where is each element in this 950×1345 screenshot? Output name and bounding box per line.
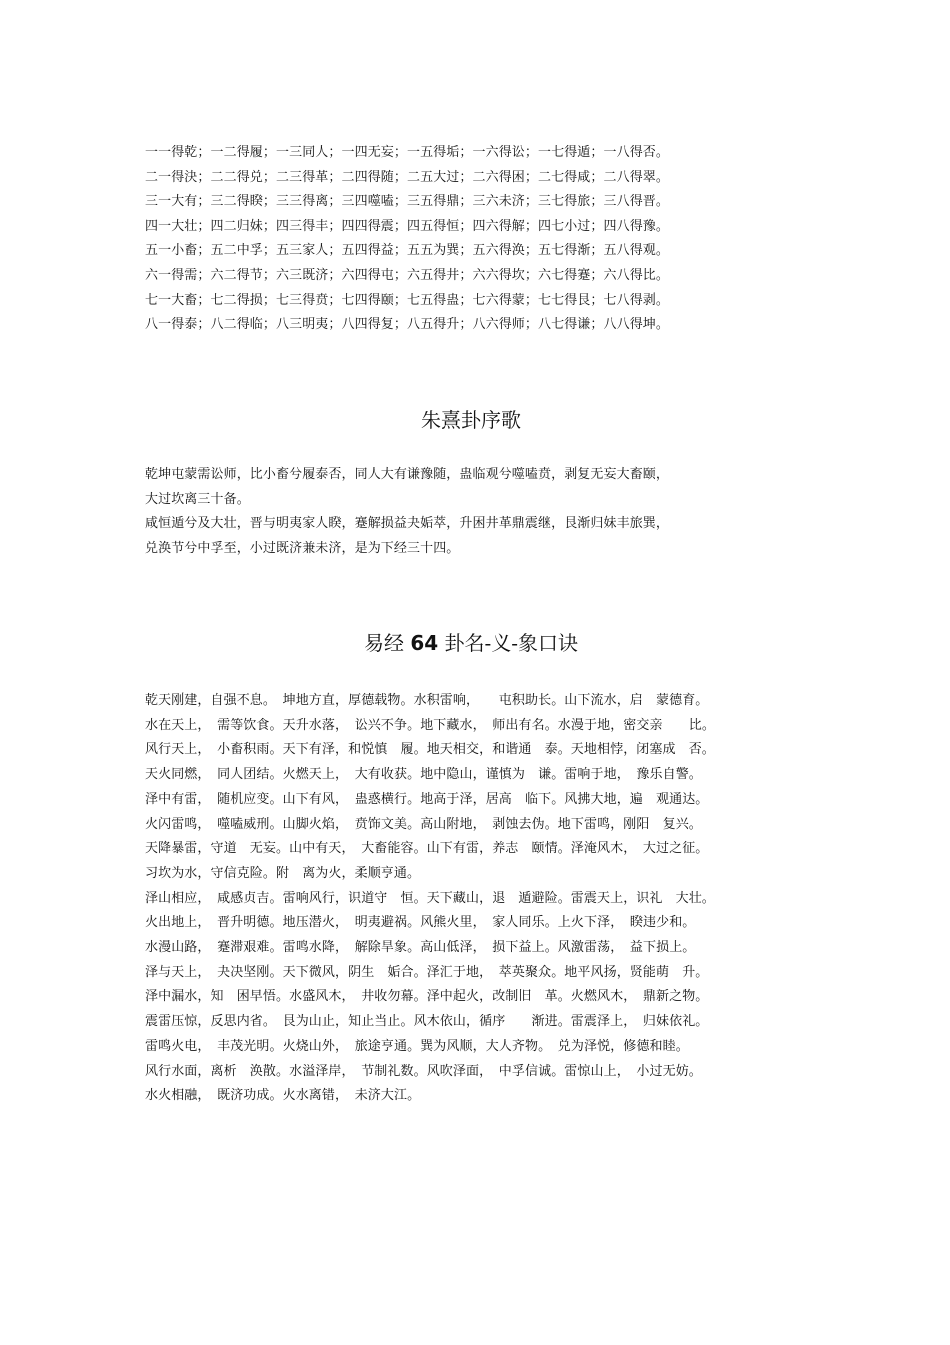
title-suffix: 卦名-义-象口诀 [438,631,579,655]
mnemonic-verse-line: 雷鸣火电， 丰茂光明。火烧山外， 旅途亨通。巽为风顺，大人齐物。 兑为泽悦，修德和睦。 [145,1038,689,1054]
title-prefix: 易经 [363,631,411,655]
mnemonic-verse-line: 水在天上， 需等饮食。天升水落， 讼兴不争。地下藏水， 师出有名。水漫于地，密交亲 比。 [145,717,716,733]
mnemonic-verse-line: 乾天刚建，自强不息。 坤地方直，厚德载物。水积雷响， 屯积助长。山下流水，启 蒙德育。 [145,693,709,708]
mnemonic-verse-line: 泽中漏水，知 困早悟。水盛风木， 井收勿幕。泽中起火，改制旧 革。火燃风木， 鼎新之物。 [145,989,709,1005]
hexagram-list-line: 三一大有；三二得睽；三三得离；三四噬嗑；三五得鼎；三六未济；三七得旅；三八得晋。 [145,194,670,210]
mnemonic-verse-line: 泽山相应， 咸感贞吉。雷响风行，识道守 恒。天下藏山，退 遁避险。雷震天上，识礼 大壮。 [145,890,715,906]
hexagram-mnemonic-verse [145,689,825,1109]
hexagram-list-line: 一一得乾；一二得履；一三同人；一四无妄；一五得垢；一六得讼；一七得遁；一八得否。 [145,145,670,160]
section-title-zhuxi-sequence: 朱熹卦序歌 [421,408,521,432]
hexagram-number-list [145,141,825,338]
mnemonic-verse-line: 水火相融， 既济功成。火水离错， 未济大江。 [145,1088,421,1104]
hexagram-list-line: 二一得決；二二得兑；二三得革；二四得随；二五大过；二六得困；二七得咸；二八得翠。 [145,169,670,185]
hexagram-list-line: 八一得泰；八二得临；八三明夷；八四得复；八五得升；八六得师；八七得谦；八八得坤。 [145,317,670,333]
sequence-verse-line: 兑涣节兮中孚至，小过既济兼未济，是为下经三十四。 [145,540,460,556]
hexagram-list-line: 四一大壮；四二归妹；四三得丰；四四得震；四五得恒；四六得解；四七小过；四八得豫。 [145,218,670,234]
mnemonic-verse-line: 泽与天上， 夬决坚刚。天下微风，阴生 姤合。泽汇于地， 萃英聚众。地平风扬，贤能萌 升。 [145,964,709,980]
hexagram-list-line: 五一小畜；五二中孚；五三家人；五四得益；五五为巽；五六得涣；五七得渐；五八得观。 [145,243,670,259]
mnemonic-verse-line: 习坎为水，守信克险。附 离为火，柔顺亨通。 [145,865,421,881]
mnemonic-verse-line: 风行天上， 小畜积雨。天下有泽，和悦慎 履。地天相交，和谐通 泰。天地相悖，闭塞成 否。 [145,742,715,758]
section-title-mnemonic [0,627,946,656]
mnemonic-verse-line: 泽中有雷， 随机应变。山下有风， 蛊惑横行。地高于泽，居高 临下。风拂大地，遍 观通达。 [145,791,709,807]
mnemonic-verse-line: 火出地上， 晋升明德。地压潜火， 明夷避祸。风熊火里， 家人同乐。上火下泽， 睽违少和。 [145,915,696,931]
mnemonic-verse-line: 天火同燃， 同人团结。火燃天上， 大有收获。地中隐山，谨慎为 谦。雷响于地， 豫乐自警。 [145,767,702,783]
mnemonic-verse-line: 天降暴雷，守道 无妄。山中有天， 大畜能容。山下有雷，养志 颐情。泽淹风木， 大过之征。 [145,841,709,857]
sequence-verse-line: 乾坤屯蒙需讼师，比小畜兮履泰否，同人大有谦豫随，蛊临观兮噬嗑贲，剥复无妄大畜颐， [145,467,670,482]
zhuxi-sequence-verse [145,463,825,561]
title-number: 64 [410,631,439,655]
mnemonic-verse-line: 风行水面，离析 涣散。水溢泽岸， 节制礼数。风吹泽面， 中孚信诚。雷惊山上， 小过无妨。 [145,1063,702,1079]
mnemonic-verse-line: 震雷压惊，反思内省。 艮为山止，知止当止。风木依山，循序 渐进。雷震泽上， 归妹依礼。 [145,1014,709,1030]
hexagram-list-line: 六一得需；六二得节；六三既济；六四得屯；六五得井；六六得坎；六七得蹇；六八得比。 [145,267,670,283]
hexagram-list-line: 七一大畜；七二得损；七三得贲；七四得颐；七五得蛊；七六得蒙；七七得艮；七八得剥。 [145,292,670,308]
mnemonic-verse-line: 水漫山路， 蹇滞艰难。雷鸣水降， 解除旱象。高山低泽， 损下益上。风激雷荡， 益下损上。 [145,940,696,956]
sequence-verse-line: 大过坎离三十备。 [145,491,250,507]
mnemonic-verse-line: 火闪雷鸣， 噬嗑威刑。山脚火焰， 贲饰文美。高山附地， 剥蚀去伪。地下雷鸣，刚阳 复兴。 [145,816,702,832]
sequence-verse-line: 咸恒遁兮及大壮，晋与明夷家人睽，蹇解损益夬姤萃，升困井革鼎震继，艮渐归妹丰旅巽， [145,516,670,531]
